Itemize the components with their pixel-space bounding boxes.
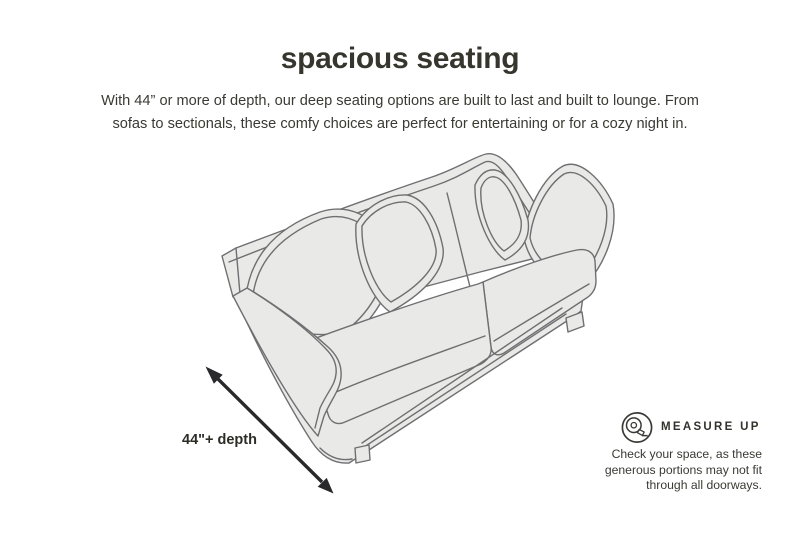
measure-up-note (542, 447, 762, 494)
intro-line-2: sofas to sectionals, these comfy choices are perfect for entertaining or for a cozy night in. (112, 115, 688, 132)
intro-line-1: With 44” or more of depth, our deep seating options are built to last and built to lounge. From (101, 93, 699, 109)
armless-loveseat-line-drawing (222, 154, 614, 463)
measure-up-title: MEASURE UP (661, 421, 761, 433)
measure-up-note-line-2: generous portions may not fit (604, 462, 762, 477)
measure-up-note-line-3: through all doorways. (646, 478, 762, 493)
page-title: spacious seating (280, 42, 520, 75)
measure-up-note-line-1: Check your space, as these (611, 447, 762, 461)
depth-dimension-label: 44"+ depth (182, 432, 257, 448)
tape-measure-icon (618, 409, 655, 446)
